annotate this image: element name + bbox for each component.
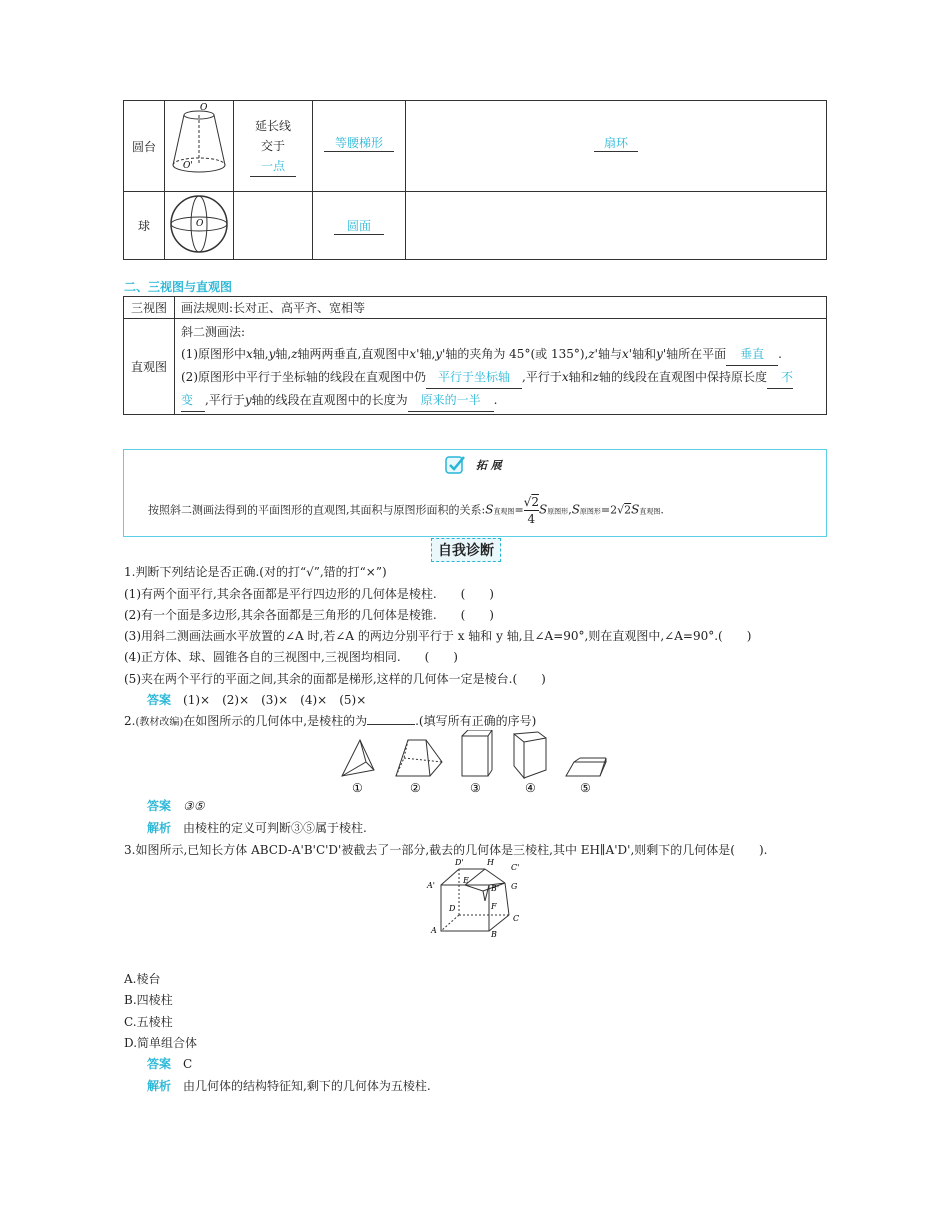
fig-label-3: ③ [470, 781, 481, 795]
rule-line3: (2)原图形中平行于坐标轴的线段在直观图中仍 平行于坐标轴 ,平行于x轴和z轴的线段在直观图中保持原长度 不 [181, 366, 820, 389]
solids-table [123, 100, 827, 260]
figure-5-prism [566, 758, 606, 776]
frustum-section [313, 101, 406, 192]
fill-half: 原来的一半 [420, 393, 481, 407]
frustum-top-label: O [200, 103, 208, 113]
extension-header [444, 454, 502, 476]
q1-item-5: (5)夹在两个平行的平面之间,其余的面都是梯形,这样的几何体一定是棱台.( ) [124, 672, 546, 686]
fig-label-1: ① [352, 781, 363, 795]
fig-label-2: ② [410, 781, 421, 795]
sphere-name: 球 [124, 192, 165, 260]
extension-text: 按照斜二测画法得到的平面图形的直观图,其面积与原图形面积的关系:S直观图= $\frac{√2}{4}$ S原图形,S原图形=2√2S直观图. [148, 495, 664, 526]
section2-title: 二、三视图与直观图 [124, 280, 233, 294]
sphere-section [313, 192, 406, 260]
frustum-section-fill: 等腰梯形 [334, 135, 383, 150]
label-Cp: C' [511, 863, 520, 872]
q3-answer: 答案 C [147, 1057, 193, 1071]
label-A: A [431, 926, 437, 935]
fill-unchanged-a: 不 [780, 370, 793, 384]
sphere-section-fill: 圆面 [346, 218, 371, 233]
fig-label-5: ⑤ [580, 781, 591, 795]
frustum-bottom-label: O' [183, 161, 193, 171]
sphere-figure-cell [165, 192, 234, 260]
check-badge-icon [444, 454, 466, 476]
direct-view-name: 直观图 [124, 319, 175, 415]
q1-item-4: (4)正方体、球、圆锥各自的三视图中,三视图均相同. ( ) [124, 650, 458, 664]
q1-item-1: (1)有两个面平行,其余各面都是平行四边形的几何体是棱柱. ( ) [124, 587, 494, 601]
q3-cuboid-figure [425, 855, 535, 939]
label-Ap: A' [427, 881, 435, 890]
q3-analysis: 解析 由几何体的结构特征知,剩下的几何体为五棱柱. [147, 1079, 431, 1093]
direct-view-rule [175, 319, 827, 415]
figure-3-prism [462, 730, 492, 776]
frustum-note-line1: 延长线 [254, 118, 291, 133]
rule-line2: (1)原图形中x轴,y轴,z轴两两垂直,直观图中x'轴,y'轴的夹角为 45°(或 135°),z'轴与x'轴和y'轴所在平面 垂直 . [181, 343, 820, 366]
q1-stem: 1.判断下列结论是否正确.(对的打“√”,错的打“×”) [124, 565, 387, 579]
frustum-lateral-fill: 扇环 [603, 135, 628, 150]
q1-answer: 答案 (1)× (2)× (3)× (4)× (5)× [147, 693, 367, 707]
q3-option-b: B.四棱柱 [124, 993, 173, 1007]
q3-stem: 3.如图所示,已知长方体 ABCD-A'B'C'D'被截去了一部分,截去的几何体是三棱柱,其中 EH∥A'D',则剩下的几何体是( ). [124, 843, 768, 857]
three-views-rule: 画法规则:长对正、高平齐、宽相等 [175, 297, 827, 319]
frustum-note-line2: 交于 [260, 138, 285, 153]
fill-parallel: 平行于坐标轴 [437, 370, 510, 384]
sphere-figure [165, 192, 233, 256]
figure-2-frustum [396, 740, 442, 776]
sphere-note [234, 192, 313, 260]
q1-item-2: (2)有一个面是多边形,其余各面都是三角形的几何体是棱锥. ( ) [124, 608, 494, 622]
label-Dp: D' [455, 858, 464, 867]
figure-1-pyramid [342, 740, 374, 776]
three-views-name: 三视图 [124, 297, 175, 319]
label-G: G [511, 882, 518, 891]
label-D: D [449, 904, 456, 913]
q2-stem: 2.(教材改编)在如图所示的几何体中,是棱柱的为 .(填写所有正确的序号) [124, 714, 537, 728]
frustum-figure-cell [165, 101, 234, 192]
label-B: B [491, 930, 497, 939]
extension-box [123, 449, 827, 537]
label-Bp: B' [491, 884, 500, 893]
frustum-note [234, 101, 313, 192]
sphere-lateral [406, 192, 827, 260]
figure-4-solid [514, 732, 546, 778]
q1-item-3: (3)用斜二测画法画水平放置的∠A 时,若∠A 的两边分别平行于 x 轴和 y 轴,且∠A=90°,则在直观图中,∠A=90°.( ) [124, 629, 752, 643]
frustum-note-fill: 一点 [260, 158, 285, 173]
q3-option-a: A.棱台 [124, 972, 161, 986]
q3-option-d: D.简单组合体 [124, 1036, 198, 1050]
q2-analysis: 解析 由棱柱的定义可判断③⑤属于棱柱. [147, 821, 367, 835]
rule-line4: 变 ,平行于y轴的线段在直观图中的长度为 原来的一半 . [181, 389, 820, 412]
fraction-root2-over-4: $\frac{√2}{4}$ [523, 495, 539, 526]
q3-option-c: C.五棱柱 [124, 1015, 173, 1029]
frustum-figure [165, 101, 233, 188]
rule-line1: 斜二测画法: [181, 325, 246, 339]
sphere-center-label: O [196, 219, 204, 229]
frustum-lateral [406, 101, 827, 192]
label-F: F [491, 902, 497, 911]
frustum-name: 圆台 [124, 101, 165, 192]
fill-perpendicular: 垂直 [740, 347, 765, 361]
q2-answer: 答案 ③⑤ [147, 799, 205, 813]
label-C: C [513, 914, 520, 923]
views-table [123, 296, 827, 415]
q2-figures [338, 730, 614, 796]
fill-unchanged-b: 变 [181, 393, 194, 407]
diagnosis-title: 自我诊断 [431, 538, 501, 562]
label-E: E [463, 876, 469, 885]
extension-title: 拓 展 [475, 458, 502, 472]
fig-label-4: ④ [525, 781, 536, 795]
label-H: H [487, 858, 494, 867]
